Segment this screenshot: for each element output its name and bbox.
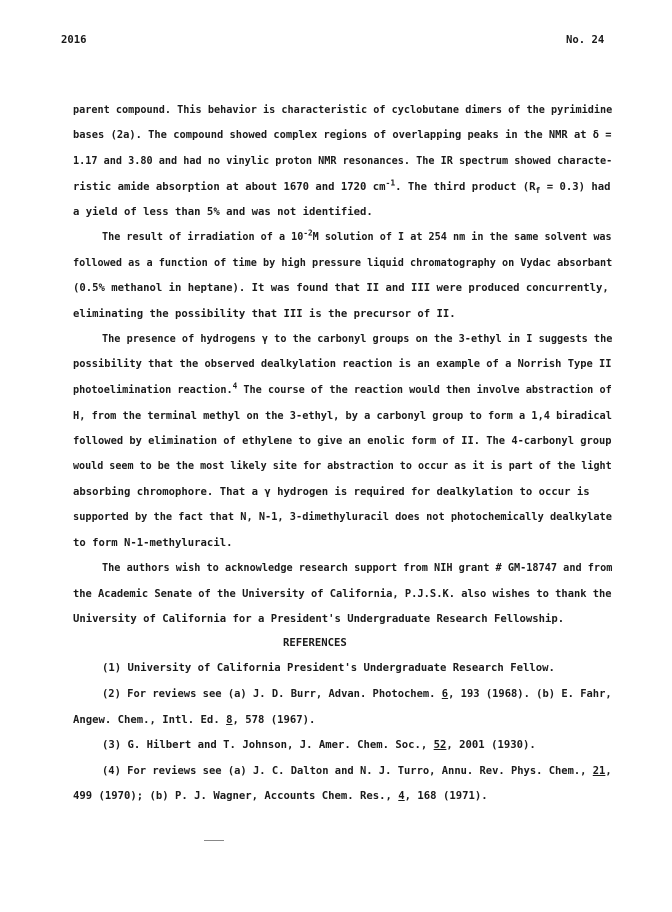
footer-rule [204,840,224,841]
text-line: followed by elimination of ethylene to give an enolic form of II. The 4-carbonyl group [73,435,612,447]
text-line: bases (2a). The compound showed complex regions of overlapping peaks in the NMR at δ = [73,129,612,141]
issue-number: No. 24 [566,34,605,46]
text-line: University of California for a President's Undergraduate Research Fellowship. [73,613,565,625]
text-line: H, from the terminal methyl on the 3-ethyl, by a carbonyl group to form a 1,4 biradical [73,410,612,422]
reference-4: (4) For reviews see (a) J. C. Dalton and N. J. Turro, Annu. Rev. Phys. Chem., 21, [102,765,612,777]
reference-1: (1) University of California President's Undergraduate Research Fellow. [102,662,555,674]
text-line: The authors wish to acknowledge research support from NIH grant # GM-18747 and from [102,562,613,574]
text-line: the Academic Senate of the University of California, P.J.S.K. also wishes to thank the [73,588,612,600]
reference-3: (3) G. Hilbert and T. Johnson, J. Amer. Chem. Soc., 52, 2001 (1930). [102,739,536,751]
text-line: to form N-1-methyluracil. [73,537,233,549]
text-line: absorbing chromophore. That a γ hydrogen is required for dealkylation to occur is [73,486,590,498]
text-line: eliminating the possibility that III is the precursor of II. [73,308,456,320]
text-line: would seem to be the most likely site for abstraction to occur as it is part of the light [73,460,612,472]
reference-2: (2) For reviews see (a) J. D. Burr, Advan. Photochem. 6, 193 (1968). (b) E. Fahr, [102,688,612,700]
text-line: The result of irradiation of a $10^{-2}M$ solution of I at 254 nm in the same solvent was [102,228,612,243]
text-line: possibility that the observed dealkylation reaction is an example of a Norrish Type II [73,358,612,370]
reference-2-continued: Angew. Chem., Intl. Ed. 8, 578 (1967). [73,714,316,726]
references-heading: REFERENCES [283,637,347,649]
text-line: The presence of hydrogens γ to the carbonyl groups on the 3-ethyl in I suggests the [102,333,613,345]
page-number: 2016 [61,34,87,46]
text-line: supported by the fact that N, N-1, 3-dimethyluracil does not photochemically dealkylate [73,511,612,523]
text-line: parent compound. This behavior is characteristic of cyclobutane dimers of the pyrimidine [73,104,613,116]
text-line: followed as a function of time by high pressure liquid chromatography on Vydac absorbant [73,257,613,269]
text-line: ristic amide absorption at about 1670 and 1720 $cm^{-1}$. The third product $(R_f = 0.3)$ had [73,178,611,196]
text-line: (0.5% methanol in heptane). It was found that II and III were produced concurrently, [73,282,609,294]
text-line: a yield of less than 5% and was not identified. [73,206,373,218]
text-line: photoelimination reaction.$^4$ The course of the reaction would then involve abstraction of [73,381,612,396]
reference-4-continued: 499 (1970); (b) P. J. Wagner, Accounts Chem. Res., 4, 168 (1971). [73,790,488,802]
text-line: 1.17 and 3.80 and had no vinylic proton NMR resonances. The IR spectrum showed characte- [73,155,613,167]
